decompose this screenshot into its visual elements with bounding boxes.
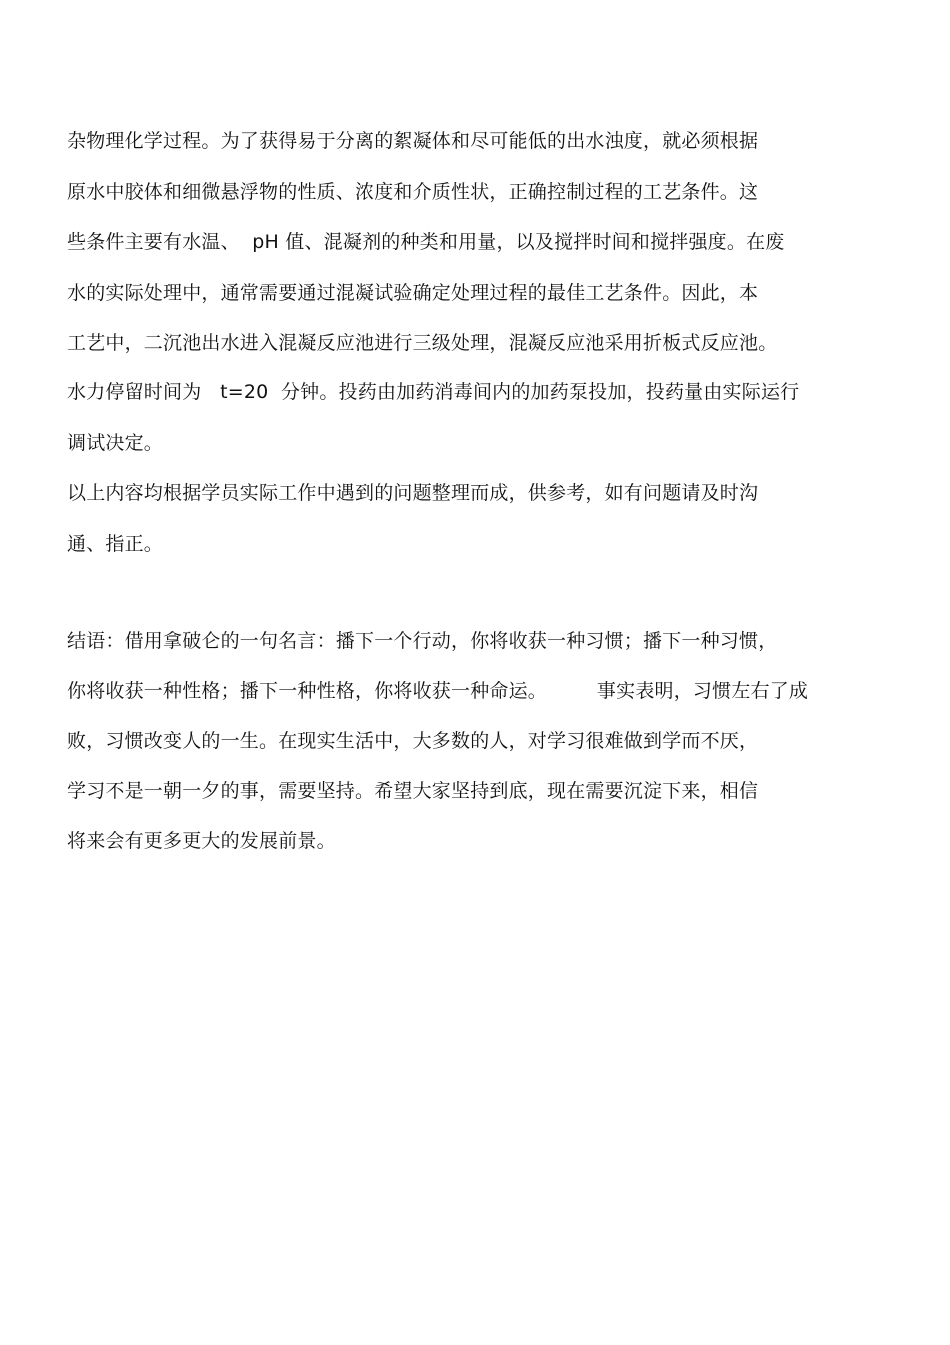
text-line: 工艺中，二沉池出水进入混凝反应池进行三级处理，混凝反应池采用折板式反应池。 (67, 332, 778, 354)
text-line: 调试决定。 (67, 432, 164, 454)
text-line: 水的实际处理中，通常需要通过混凝试验确定处理过程的最佳工艺条件。因此，本 (67, 282, 759, 304)
text-line: 通、指正。 (67, 533, 164, 555)
text-line: 结语：借用拿破仑的一句名言：播下一个行动，你将收获一种习惯；播下一种习惯， (67, 630, 778, 652)
text-line: 水力停留时间为 t=20 分钟。投药由加药消毒间内的加药泵投加，投药量由实际运行 (67, 381, 800, 403)
text-line: 败，习惯改变人的一生。在现实生活中，大多数的人，对学习很难做到学而不厌， (67, 730, 759, 752)
text-line: 些条件主要有水温、 pH 值、混凝剂的种类和用量，以及搅拌时间和搅拌强度。在废 (67, 231, 785, 253)
text-line: 学习不是一朝一夕的事，需要坚持。希望大家坚持到底，现在需要沉淀下来，相信 (67, 780, 759, 802)
text-line: 以上内容均根据学员实际工作中遇到的问题整理而成，供参考，如有问题请及时沟 (67, 482, 759, 504)
text-line: 将来会有更多更大的发展前景。 (67, 830, 336, 852)
text-line: 原水中胶体和细微悬浮物的性质、浓度和介质性状，正确控制过程的工艺条件。这 (67, 181, 759, 203)
text-line: 你将收获一种性格；播下一种性格，你将收获一种命运。 事实表明，习惯左右了成 (67, 680, 809, 702)
text-line: 杂物理化学过程。为了获得易于分离的絮凝体和尽可能低的出水浊度，就必须根据 (67, 130, 759, 152)
